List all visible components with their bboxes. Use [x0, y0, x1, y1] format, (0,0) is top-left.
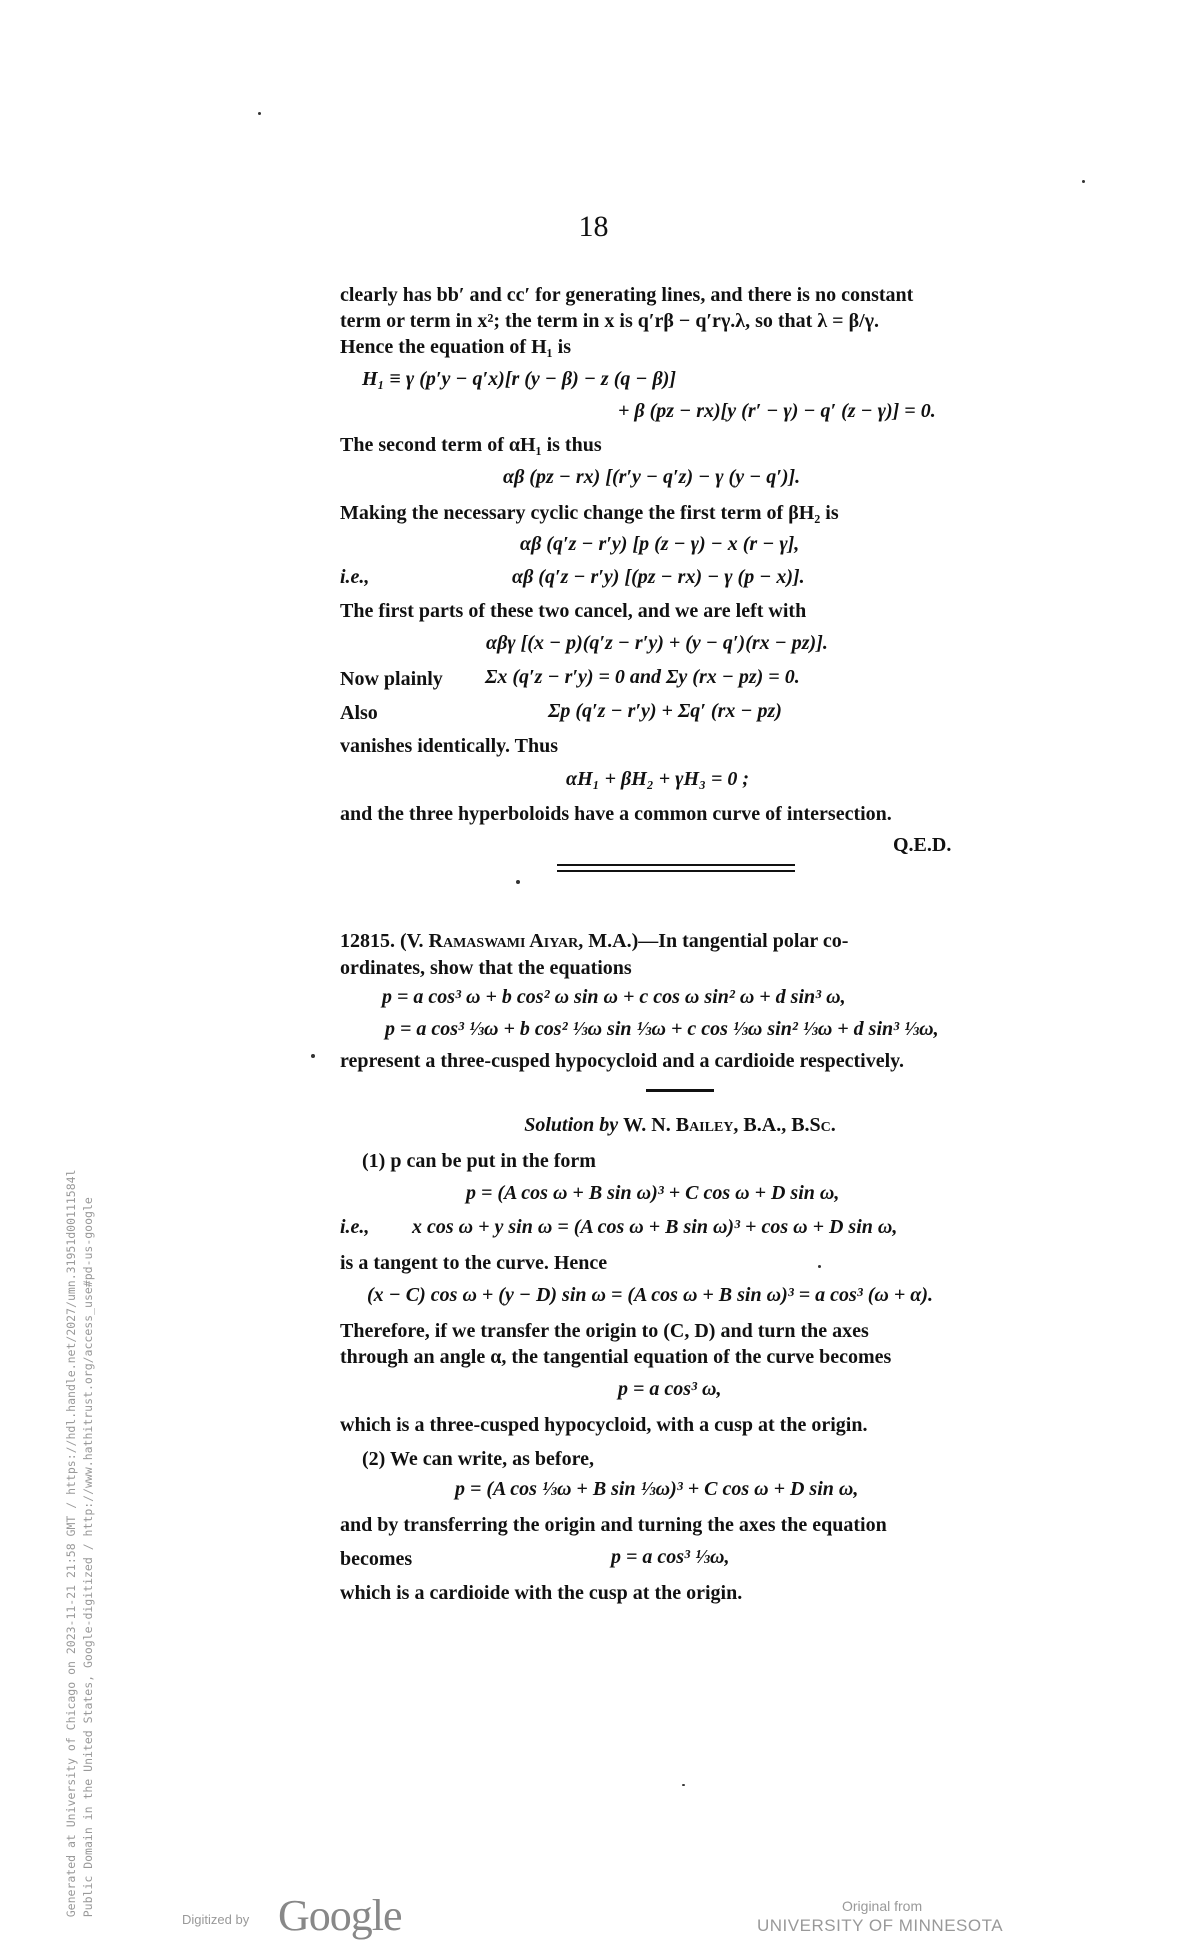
- solution-equation-4: p = a cos³ ω,: [618, 1378, 722, 1400]
- becomes-label: becomes: [340, 1548, 413, 1570]
- solution-hypocycloid-conclusion: which is a three-cusped hypocycloid, with a cusp at the origin.: [340, 1414, 868, 1436]
- proof-line-2: term or term in x²; the term in x is q′rβ − q′rγ.λ, so that λ = β/γ.: [340, 310, 880, 332]
- original-from-label: Original from: [842, 1898, 923, 1914]
- ink-speck: [516, 880, 520, 884]
- solution-cardioide-conclusion: which is a cardioide with the cusp at the origin.: [340, 1582, 743, 1604]
- now-plainly-label: Now plainly: [340, 668, 443, 690]
- problem-equation-1: p = a cos³ ω + b cos² ω sin ω + c cos ω sin² ω + d sin³ ω,: [382, 986, 846, 1008]
- ink-speck: [258, 112, 261, 115]
- solution-equation-5: p = (A cos ⅓ω + B sin ⅓ω)³ + C cos ω + D sin ω,: [455, 1478, 859, 1500]
- digitized-by-label: Digitized by: [182, 1912, 250, 1927]
- qed: Q.E.D.: [893, 834, 952, 856]
- ink-speck: [818, 1265, 821, 1268]
- proof-cancel: The first parts of these two cancel, and we are left with: [340, 600, 807, 622]
- margin-watermark: [63, 917, 98, 1917]
- equation-sums-zero: Σx (q′z − r′y) = 0 and Σy (rx − pz) = 0.: [485, 666, 800, 688]
- proof-conclusion: and the three hyperboloids have a common curve of intersection.: [340, 803, 892, 825]
- proof-cyclic-change: Making the necessary cyclic change the first term of βH₂ is: [340, 502, 839, 524]
- watermark-line-1: Generated at University of Chicago on 2023-11-21 21:58 GMT / https://hdl.handle.net/2027/umn.31951d00111584l: [63, 1169, 78, 1918]
- solution-equation-6: p = a cos³ ⅓ω,: [611, 1546, 730, 1568]
- solution-transfer-line-3: and by transferring the origin and turning the axes the equation: [340, 1514, 887, 1536]
- problem-statement-line-2: ordinates, show that the equations: [340, 957, 632, 979]
- solution-part-2-intro: (2) We can write, as before,: [362, 1448, 594, 1470]
- equation-second-term: αβ (pz − rx) [(r′y − q′z) − γ (y − q′)].: [503, 466, 801, 488]
- solution-tangent-text: is a tangent to the curve. Hence: [340, 1252, 608, 1274]
- problem-statement-line-1: [340, 928, 1020, 954]
- equation-first-term-ie: αβ (q′z − r′y) [(pz − rx) − γ (p − x)].: [512, 566, 805, 588]
- ink-speck: [1082, 180, 1085, 183]
- equation-h1-part-b: + β (pz − rx)[y (r′ − γ) − q′ (z − γ)] = 0.: [618, 400, 936, 422]
- google-logo: Google: [278, 1891, 402, 1940]
- solution-author: W. N. Bailey, B.A., B.Sc.: [623, 1114, 836, 1136]
- ink-speck: [311, 1054, 315, 1058]
- section-divider-top: [557, 864, 795, 866]
- proof-line-3: Hence the equation of H₁ is: [340, 336, 571, 358]
- solution-equation-1: p = (A cos ω + B sin ω)³ + C cos ω + D sin ω,: [466, 1182, 840, 1204]
- problem-text-start: —In tangential polar co-: [638, 930, 849, 952]
- equation-remainder: αβγ [(x − p)(q′z − r′y) + (y − q′)(rx − pz)].: [486, 632, 828, 654]
- solution-equation-3: (x − C) cos ω + (y − D) sin ω = (A cos ω + B sin ω)³ = a cos³ (ω + α).: [367, 1284, 934, 1306]
- ie-label: i.e.,: [340, 566, 370, 588]
- university-label: UNIVERSITY OF MINNESOTA: [757, 1916, 1004, 1935]
- solution-ie-label: i.e.,: [340, 1216, 370, 1238]
- problem-author: (V. Ramaswami Aiyar, M.A.): [400, 930, 639, 952]
- proof-line-1: clearly has bb′ and cc′ for generating lines, and there is no constant: [340, 284, 914, 306]
- solution-by-label: Solution by: [524, 1114, 619, 1136]
- equation-h1-part-a: H₁ ≡ γ (p′y − q′x)[r (y − β) − z (q − β)]: [362, 368, 677, 390]
- solution-transfer-line-1: Therefore, if we transfer the origin to (C, D) and turn the axes: [340, 1320, 869, 1342]
- equation-first-term: αβ (q′z − r′y) [p (z − γ) − x (r − γ],: [520, 533, 800, 555]
- solution-transfer-line-2: through an angle α, the tangential equation of the curve becomes: [340, 1346, 892, 1368]
- solution-equation-2: x cos ω + y sin ω = (A cos ω + B sin ω)³ + cos ω + D sin ω,: [412, 1216, 898, 1238]
- problem-number: 12815.: [340, 930, 395, 952]
- also-label: Also: [340, 702, 378, 724]
- problem-statement-line-3: represent a three-cusped hypocycloid and a cardioide respectively.: [340, 1050, 905, 1072]
- equation-identity: αH₁ + βH₂ + γH₃ = 0 ;: [566, 768, 750, 790]
- solution-divider: [646, 1089, 714, 1092]
- proof-second-term: The second term of αH₁ is thus: [340, 434, 602, 456]
- proof-vanishes: vanishes identically. Thus: [340, 735, 559, 757]
- equation-also: Σp (q′z − r′y) + Σq′ (rx − pz): [548, 700, 782, 722]
- solution-heading: [340, 1112, 1020, 1138]
- watermark-line-2: Public Domain in the United States, Google-digitized / http://www.hathitrust.org/access_use#pd-us-google: [81, 1197, 95, 1918]
- ink-speck: [682, 1784, 685, 1786]
- problem-equation-2: p = a cos³ ⅓ω + b cos² ⅓ω sin ⅓ω + c cos ⅓ω sin² ⅓ω + d sin³ ⅓ω,: [385, 1018, 939, 1040]
- solution-part-1-intro: (1) p can be put in the form: [362, 1150, 596, 1172]
- page-number: 18: [578, 210, 609, 243]
- section-divider-bottom: [557, 870, 795, 872]
